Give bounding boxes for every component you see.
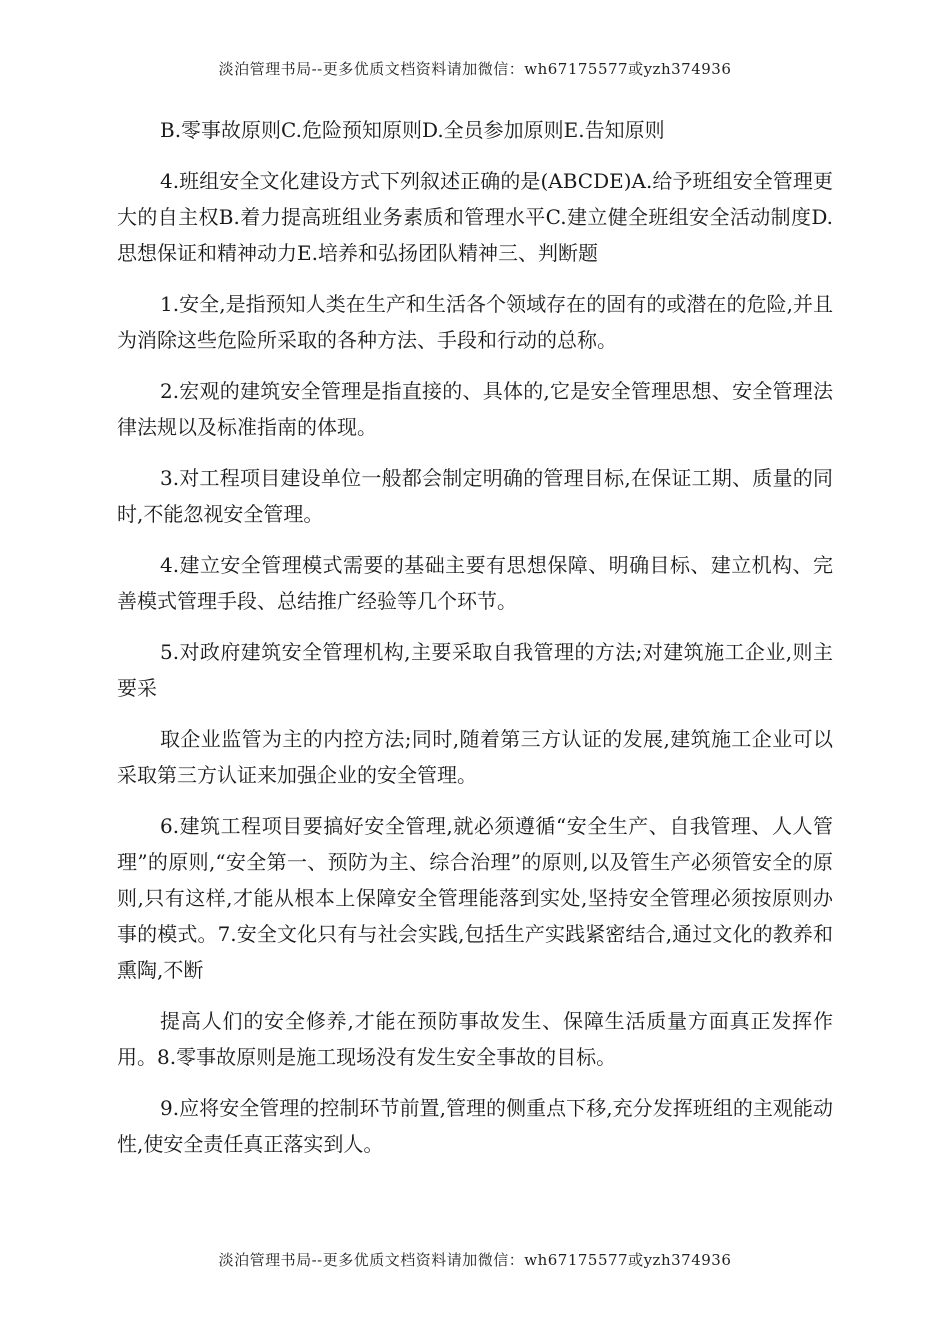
page-footer: 淡泊管理书局--更多优质文档资料请加微信：wh67175577或yzh374936 (218, 1251, 732, 1269)
page-header: 淡泊管理书局--更多优质文档资料请加微信：wh67175577或yzh374936 (218, 60, 732, 78)
paragraph: 3.对工程项目建设单位一般都会制定明确的管理目标,在保证工期、质量的同时,不能忽视安全管理。 (117, 466, 833, 526)
paragraph: 6.建筑工程项目要搞好安全管理,就必须遵循“安全生产、自我管理、人人管理”的原则,“安全第一、预防为主、综合治理”的原则,以及管生产必须管安全的原则,只有这样,才能从根本上保障安全管理能落到实处,坚持安全管理必须按原则办事的模式。7.安全文化只有与社会实践,包括生产实践紧密结合,通过文化的教养和熏陶,不断 (117, 814, 833, 982)
paragraph: 4.建立安全管理模式需要的基础主要有思想保障、明确目标、建立机构、完善模式管理手段、总结推广经验等几个环节。 (117, 553, 833, 613)
paragraph: 2.宏观的建筑安全管理是指直接的、具体的,它是安全管理思想、安全管理法律法规以及标准指南的体现。 (117, 379, 833, 439)
paragraph: B.零事故原则C.危险预知原则D.全员参加原则E.告知原则 (160, 118, 665, 142)
paragraph: 提高人们的安全修养,才能在预防事故发生、保障生活质量方面真正发挥作用。8.零事故原则是施工现场没有发生安全事故的目标。 (117, 1009, 833, 1069)
paragraph: 1.安全,是指预知人类在生产和生活各个领域存在的固有的或潜在的危险,并且为消除这些危险所采取的各种方法、手段和行动的总称。 (117, 292, 833, 352)
paragraph: 4.班组安全文化建设方式下列叙述正确的是(ABCDE)A.给予班组安全管理更大的自主权B.着力提高班组业务素质和管理水平C.建立健全班组安全活动制度D.思想保证和精神动力E.培养和弘扬团队精神三、判断题 (117, 169, 833, 265)
paragraph: 9.应将安全管理的控制环节前置,管理的侧重点下移,充分发挥班组的主观能动性,使安全责任真正落实到人。 (117, 1096, 833, 1156)
document-body (117, 112, 833, 1177)
paragraph: 5.对政府建筑安全管理机构,主要采取自我管理的方法;对建筑施工企业,则主要采 (117, 640, 833, 700)
paragraph: 取企业监管为主的内控方法;同时,随着第三方认证的发展,建筑施工企业可以采取第三方认证来加强企业的安全管理。 (117, 727, 833, 787)
